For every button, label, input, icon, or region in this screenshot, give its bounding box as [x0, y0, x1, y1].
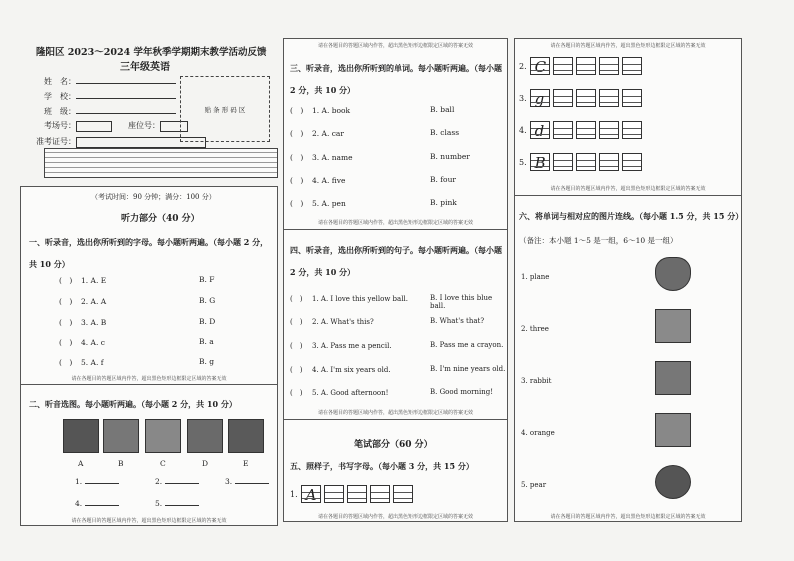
column-right: [514, 38, 742, 522]
q5-row-3[interactable]: 3. g: [519, 89, 642, 107]
q3-opt-3b: B. number: [430, 152, 470, 161]
picture-c-icon: [145, 419, 181, 453]
q5-title: 五、照样子，书写字母。（每小题 3 分，共 15 分）: [290, 461, 474, 471]
q1-opt-4b: B. a: [199, 337, 214, 346]
q2-label-d: D: [202, 459, 209, 468]
q3-item-5: ( ) 5. A. pen: [290, 199, 346, 208]
handwriting-cell: A: [301, 485, 321, 503]
q4-opt-5b: B. Good morning!: [430, 388, 494, 396]
q3-item-3: ( ) 3. A. name: [290, 153, 353, 162]
column-middle: [283, 38, 508, 522]
q1-item-4: ( ) 4. A. c: [59, 338, 105, 347]
listening-title: 听力部分（40 分）: [121, 214, 200, 224]
q5-row-5[interactable]: 5. B: [519, 153, 642, 171]
field-school: 学 校：: [44, 91, 176, 102]
q4-title: 四、听录音，选出你所听到的句子。每小题听两遍。（每小题 2 分，共 10 分）: [290, 245, 502, 277]
q4-item-5: ( ) 5. A. Good afternoon!: [290, 389, 389, 397]
q6-word-2: 2. three: [521, 325, 549, 333]
q6-word-3: 3. rabbit: [521, 377, 552, 385]
boundary-note-q3: 请在各题目的答题区域内作答，超出黑色矩形边框限定区域的答案无效: [317, 220, 473, 226]
picture-b-icon: [103, 419, 139, 453]
q6-word-1: 1. plane: [521, 273, 550, 281]
q6-word-4: 4. orange: [521, 429, 555, 437]
exam-title: 隆阳区 2023～2024 学年秋季学期期末教学活动反馈: [36, 47, 267, 58]
q4-item-1: ( ) 1. A. I love this yellow ball.: [290, 295, 408, 303]
q1-opt-5b: B. g: [199, 357, 215, 366]
plane-picture-icon: [655, 361, 691, 395]
q2-label-b: B: [118, 459, 124, 468]
q2-label-a: A: [78, 459, 84, 468]
q2-blank-3[interactable]: 3.: [225, 477, 269, 486]
q1-opt-1b: B. F: [199, 275, 215, 284]
q4-opt-2b: B. What's that?: [430, 317, 485, 325]
boundary-note-q5: 请在各题目的答题区域内作答，超出黑色矩形边框限定区域的答案无效: [317, 514, 473, 520]
q1-item-3: ( ) 3. A. B: [59, 318, 107, 327]
boundary-note: 请在各题目的答题区域内作答，超出黑色矩形边框限定区域的答案无效: [71, 376, 227, 382]
q1-title: 一、听录音，选出你所听到的字母。每小题听两遍。（每小题 2 分，共 10 分）: [29, 237, 269, 269]
instructions-box: [44, 148, 278, 178]
q4-item-2: ( ) 2. A. What's this?: [290, 318, 374, 326]
column-left: [20, 186, 278, 526]
barcode-area: 贴 条 形 码 区: [180, 76, 270, 142]
exam-info: （考试时间：90 分钟；满分：100 分）: [91, 193, 216, 201]
q1-item-5: ( ) 5. A. f: [59, 358, 104, 367]
q1-opt-2b: B. G: [199, 296, 216, 305]
q2-blank-4[interactable]: 4.: [75, 499, 119, 508]
boundary-note-q4: 请在各题目的答题区域内作答，超出黑色矩形边框限定区域的答案无效: [317, 410, 473, 416]
q5-row-2[interactable]: 2. C: [519, 57, 642, 75]
orange-picture-icon: [655, 465, 691, 499]
q4-item-3: ( ) 3. A. Pass me a pencil.: [290, 342, 392, 350]
boundary-note-top-right: 请在各题目的答题区域内作答，超出黑色矩形边框限定区域的答案无效: [550, 43, 706, 49]
q1-item-2: ( ) 2. A. A: [59, 297, 107, 306]
q6-word-5: 5. pear: [521, 481, 547, 489]
q3-title: 三、听录音，选出你所听到的单词。每小题听两遍。（每小题 2 分，共 10 分）: [290, 63, 502, 95]
q1-item-1: ( ) 1. A. E: [59, 276, 107, 285]
picture-a-icon: [63, 419, 99, 453]
q2-blank-1[interactable]: 1.: [75, 477, 119, 486]
q5-row-4[interactable]: 4. d: [519, 121, 642, 139]
q2-title: 二、听音选图。每小题听两遍。（每小题 2 分，共 10 分）: [29, 399, 237, 409]
q4-opt-1b: B. I love this blue ball.: [430, 294, 493, 310]
rabbit-picture-icon: [655, 309, 691, 343]
exam-subtitle: 三年级英语: [120, 62, 170, 73]
field-name: 姓 名：: [44, 76, 176, 87]
field-seat: 座位号：: [128, 120, 188, 132]
q3-item-4: ( ) 4. A. five: [290, 176, 346, 185]
q5-row-1[interactable]: 1. A: [290, 485, 413, 503]
picture-e-icon: [228, 419, 264, 453]
q4-opt-4b: B. I'm nine years old.: [430, 365, 506, 373]
field-class: 班 级：: [44, 106, 176, 117]
q3-opt-5b: B. pink: [430, 198, 457, 207]
boundary-note-top: 请在各题目的答题区域内作答，超出黑色矩形边框限定区域的答案无效: [317, 43, 473, 49]
q4-item-4: ( ) 4. A. I'm six years old.: [290, 366, 391, 374]
pear-picture-icon: [655, 257, 691, 291]
picture-d-icon: [187, 419, 223, 453]
q3-item-1: ( ) 1. A. book: [290, 106, 351, 115]
q6-title: 六、将单词与相对应的图片连线。（每小题 1.5 分，共 15 分）: [519, 211, 744, 221]
q3-item-2: ( ) 2. A. car: [290, 129, 344, 138]
boundary-note-q5b: 请在各题目的答题区域内作答，超出黑色矩形边框限定区域的答案无效: [550, 186, 706, 192]
field-ticket: 准考证号：: [36, 136, 206, 148]
q2-label-c: C: [160, 459, 166, 468]
q3-opt-1b: B. ball: [430, 105, 455, 114]
field-room: 考场号：: [44, 120, 112, 132]
q2-label-e: E: [243, 459, 249, 468]
q6-remark: （备注：本小题 1～5 是一组，6～10 是一组）: [519, 236, 678, 245]
q3-opt-4b: B. four: [430, 175, 456, 184]
writing-title: 笔试部分（60 分）: [354, 440, 433, 450]
q2-blank-5[interactable]: 5.: [155, 499, 199, 508]
q2-blank-2[interactable]: 2.: [155, 477, 199, 486]
three-picture-icon: [655, 413, 691, 447]
boundary-note-bottom: 请在各题目的答题区域内作答，超出黑色矩形边框限定区域的答案无效: [71, 518, 227, 524]
boundary-note-bottom-right: 请在各题目的答题区域内作答，超出黑色矩形边框限定区域的答案无效: [550, 514, 706, 520]
q1-opt-3b: B. D: [199, 317, 216, 326]
q4-opt-3b: B. Pass me a crayon.: [430, 341, 504, 349]
q3-opt-2b: B. class: [430, 128, 460, 137]
